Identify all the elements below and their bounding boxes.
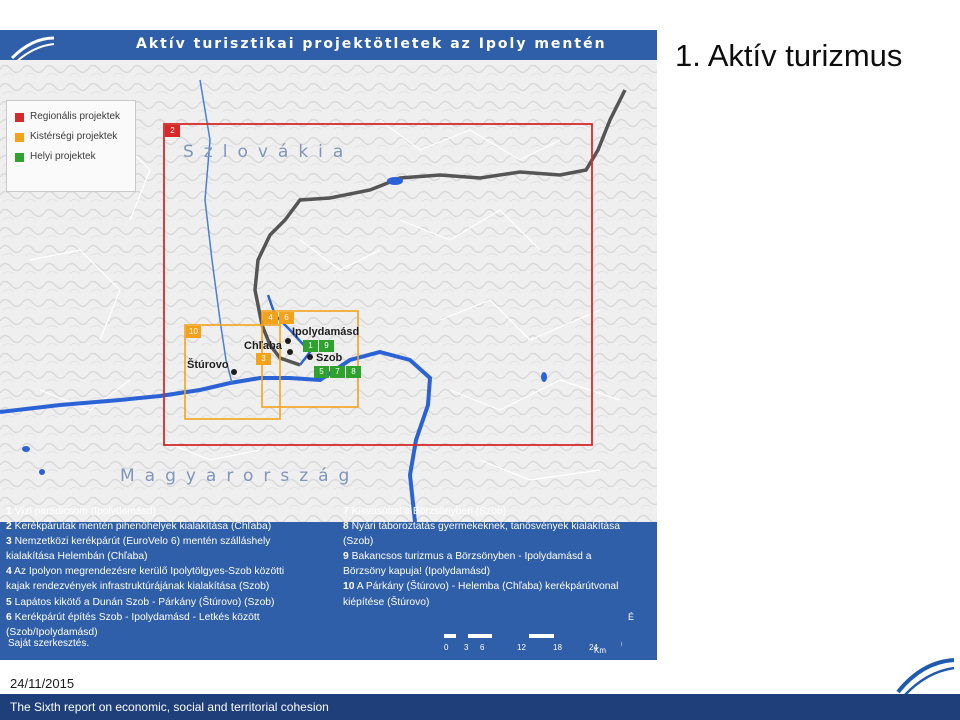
legend-swatch-local bbox=[15, 153, 24, 162]
scale-tick-0: 0 bbox=[444, 643, 449, 652]
map-area bbox=[0, 60, 657, 522]
ipolydamasd-dot bbox=[285, 338, 291, 344]
chlaba-dot bbox=[287, 349, 293, 355]
footer-bar bbox=[0, 694, 960, 720]
project-row: 7 Kisvasúttal a Börzsönyben (Szob) bbox=[343, 506, 507, 517]
project-row: 9 Bakancsos turizmus a Börzsönyben - Ipolydamásd a bbox=[343, 551, 592, 563]
project-row: 8 Nyári táboroztatás gyermekeknek, tanösvények kialakítása bbox=[343, 521, 621, 533]
map-header bbox=[0, 30, 657, 60]
scale-bar bbox=[442, 626, 622, 656]
project-row: 2 Kerékpárutak mentén pihenőhelyek kialakítása (Chľaba) bbox=[6, 521, 272, 533]
project-row: 10 A Párkány (Štúrovo) - Helemba (Chľaba) kerékpárútvonal bbox=[343, 581, 619, 593]
slide-title: 1. Aktív turizmus bbox=[675, 38, 903, 73]
project-marker-10: 10 bbox=[186, 326, 201, 338]
project-row: (Szob) bbox=[343, 536, 374, 548]
project-marker-7: 7 bbox=[330, 366, 345, 378]
szob-dot bbox=[307, 354, 313, 360]
project-row: kiépítése (Štúrovo) bbox=[343, 596, 430, 608]
project-marker-3: 3 bbox=[256, 353, 271, 365]
scale-tick-12: 12 bbox=[517, 643, 526, 652]
legend-swatch-subregional bbox=[15, 133, 24, 142]
legend-label-local: Helyi projektek bbox=[30, 151, 96, 162]
slide-date: 24/11/2015 bbox=[10, 676, 75, 691]
country-label-north: Szlovákia bbox=[183, 142, 354, 162]
place-label-sturovo: Štúrovo bbox=[187, 359, 229, 371]
project-list-left bbox=[6, 504, 284, 640]
legend-label-subregional: Kistérségi projektek bbox=[30, 131, 118, 142]
project-marker-5: 5 bbox=[314, 366, 329, 378]
place-label-szob: Szob bbox=[316, 352, 343, 364]
project-marker-4: 4 bbox=[263, 312, 278, 324]
project-marker-6: 6 bbox=[279, 312, 294, 324]
north-label: É bbox=[628, 612, 635, 622]
legend-swatch-regional bbox=[15, 113, 24, 122]
place-label-chlaba: Chľaba bbox=[244, 340, 282, 352]
legend bbox=[6, 100, 136, 192]
project-row: 4 Az Ipolyon megrendezésre kerülő Ipolytölgyes-Szob közötti bbox=[6, 566, 285, 578]
project-marker-9: 9 bbox=[319, 340, 334, 352]
map-heading: Aktív turisztikai projektötletek az Ipoly mentén bbox=[136, 36, 607, 52]
scale-tick-24: 24 bbox=[589, 643, 598, 652]
project-row: 3 Nemzetközi kerékpárút (EuroVelo 6) mentén szálláshely bbox=[6, 536, 271, 548]
scale-unit: Km bbox=[594, 646, 606, 655]
scale-tick-6: 6 bbox=[480, 643, 485, 652]
legend-label-regional: Regionális projektek bbox=[30, 111, 121, 122]
scale-tick-3: 3 bbox=[464, 643, 469, 652]
project-row: Börzsöny kapuja! (Ipolydamásd) bbox=[343, 566, 491, 578]
country-label-south: Magyarország bbox=[120, 466, 360, 486]
scale-tick-18: 18 bbox=[553, 643, 562, 652]
project-row: kialakítása Helembán (Chľaba) bbox=[6, 551, 148, 563]
project-row: kajak rendezvények infrastruktúrájának kialakítása (Szob) bbox=[6, 581, 270, 593]
project-row: 5 Lapátos kikötő a Dunán Szob - Párkány (Štúrovo) (Szob) bbox=[6, 596, 275, 608]
place-label-ipolydamasd: Ipolydamásd bbox=[292, 326, 360, 338]
project-marker-2: 2 bbox=[165, 125, 180, 137]
project-marker-1: 1 bbox=[303, 340, 318, 352]
project-row: 6 Kerékpárút építés Szob - Ipolydamásd - Letkés között bbox=[6, 611, 260, 623]
project-row: 1 Vízi paradicsom (Ipolydamásd) bbox=[6, 506, 156, 517]
project-marker-8: 8 bbox=[346, 366, 361, 378]
sturovo-dot bbox=[231, 369, 237, 375]
project-row: (Szob/Ipolydamásd) bbox=[6, 626, 98, 638]
project-list-right bbox=[343, 504, 620, 610]
map-panel bbox=[0, 30, 657, 660]
footer-text: The Sixth report on economic, social and territorial cohesion bbox=[10, 700, 329, 714]
map-credit: Saját szerkesztés. bbox=[8, 638, 90, 649]
